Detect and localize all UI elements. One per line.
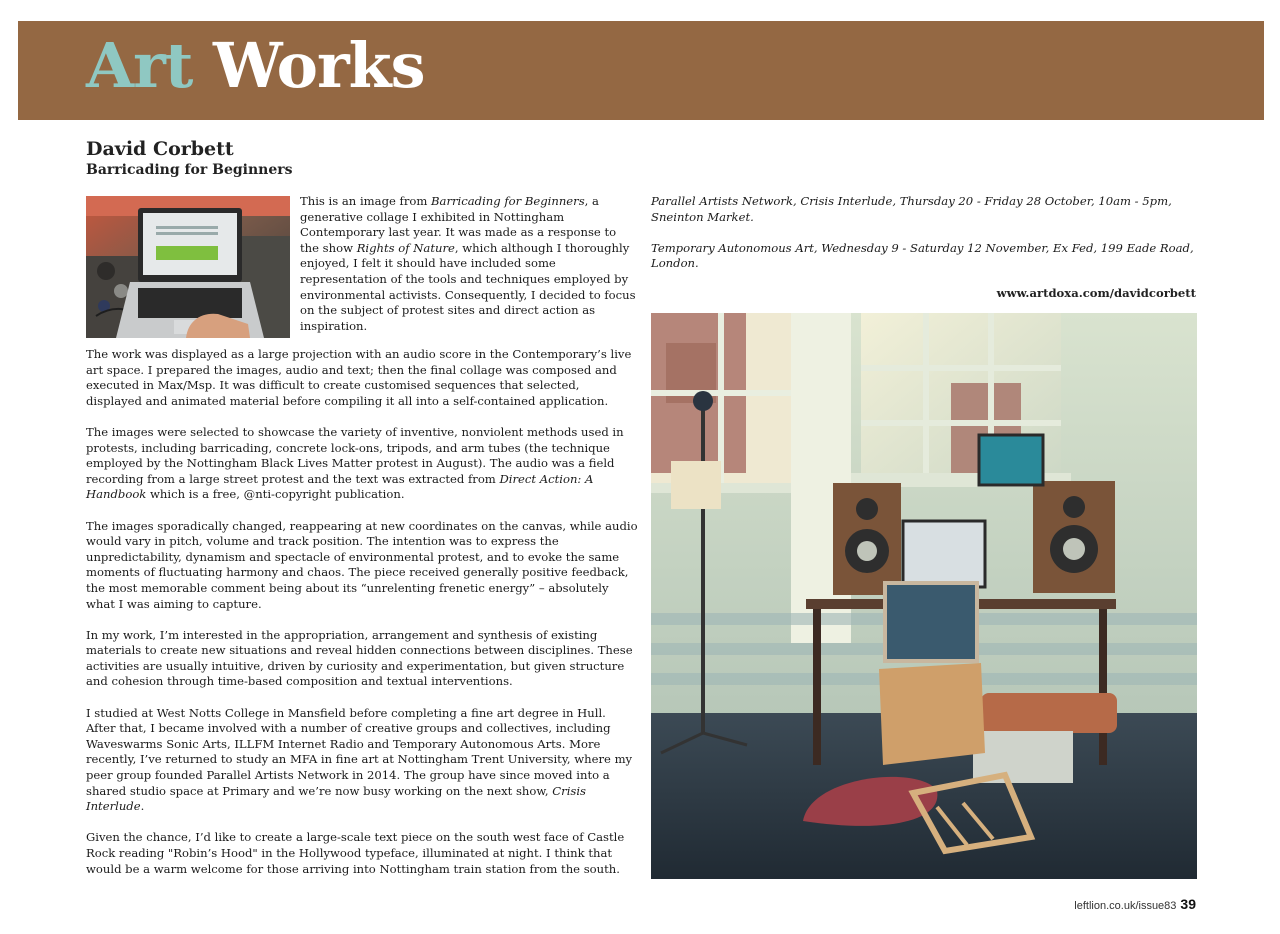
paragraph-4: In my work, I’m interested in the appropriation, arrangement and synthesis of existing materials to create new situations and reveal hidden connections between disciplines. These activities are usually intuitive, driven by curiosity and experimentation, but given structure and cohesion through time-based composition and textual interventions. <box>86 627 633 689</box>
laptop-photo-illustration <box>86 196 290 338</box>
paragraph-2 <box>86 425 638 503</box>
section-title <box>86 26 424 106</box>
paragraph-5-show-title: Crisis Interlude <box>86 783 587 814</box>
studio-photo-illustration <box>651 313 1197 879</box>
paragraph-5-text-1: I studied at West Notts College in Mansfield before completing a fine art degree in Hull. After that, I became involved with a number of creative groups and collectives, including Waveswarms Sonic Arts, ILLFM Internet Radio and Temporary Autonomous Arts. More recently, I’ve returned to study an MFA in fine art at Nottingham Trent University, where my peer group founded Parallel Artists Network in 2014. The group have since moved into a shared studio space at Primary and we’re now busy working on the next show, <box>86 705 633 798</box>
paragraph-5 <box>86 706 638 815</box>
event-listings <box>651 194 1197 288</box>
intro-title-barricading: Barricading for Beginners <box>431 194 585 208</box>
article-subtitle: Barricading for Beginners <box>86 162 293 178</box>
footer-site-url: leftlion.co.uk/issue83 <box>1074 900 1177 912</box>
intro-paragraph <box>300 194 636 334</box>
paragraph-3: The images sporadically changed, reappearing at new coordinates on the canvas, while audio would vary in pitch, volume and track position. The intention was to express the unpredictability, dynamism and spectacle of environmental protest, and to evoke the same moments of fluctuating harmony and chaos. The piece received generally positive feedback, the most memorable comment being about its “unrelenting frenetic energy” – absolutely what I was aiming to capture. <box>86 518 638 611</box>
title-word-art: Art <box>86 29 193 102</box>
paragraph-2-text-2: which is a free, @nti-copyright publication. <box>146 487 405 502</box>
intro-title-rights-of-nature: Rights of Nature <box>356 240 455 255</box>
intro-text-1: This is an image from <box>300 194 432 208</box>
laptop-photo <box>86 196 290 338</box>
paragraph-2-book-title: Direct Action: A Handbook <box>86 471 594 502</box>
author-name: David Corbett <box>86 138 234 160</box>
paragraph-1: The work was displayed as a large projection with an audio score in the Contemporary’s live art space. I prepared the images, audio and text; then the final collage was composed and executed in Max/Msp. It was difficult to create customised sequences that selected, displayed and animated material before compiling it all into a self-contained application. <box>86 347 632 408</box>
artist-website-link[interactable]: www.artdoxa.com/davidcorbett <box>996 286 1196 300</box>
event-listing-2: Temporary Autonomous Art, Wednesday 9 - Saturday 12 November, Ex Fed, 199 Eade Road, London. <box>651 240 1194 271</box>
event-listing-1: Parallel Artists Network, Crisis Interlude, Thursday 20 - Friday 28 October, 10am - 5pm, Sneinton Market. <box>651 194 1172 224</box>
paragraph-6: Given the chance, I’d like to create a large-scale text piece on the south west face of Castle Rock reading "Robin’s Hood" in the Hollywood typeface, illuminated at night. I think that would be a warm welcome for those arriving into Nottingham train station from the south. <box>86 830 625 876</box>
paragraph-2-text-1: The images were selected to showcase the variety of inventive, nonviolent methods used in protests, including barricading, concrete lock-ons, tripods, and arm tubes (the technique employed by the Nottingham Black Lives Matter protest in August). The audio was a field recording from a large street protest and the text was extracted from <box>86 424 624 486</box>
page-footer <box>1074 896 1196 914</box>
studio-installation-photo <box>651 313 1197 879</box>
article-body <box>86 347 638 893</box>
intro-text-3: , which although I thoroughly enjoyed, I felt it should have included some representation of the tools and techniques employed by environmental activists. Consequently, I decided to focus on the subject of protest sites and direct action as inspiration. <box>300 240 636 333</box>
intro-text-2: , a generative collage I exhibited in Nottingham Contemporary last year. It was made as a response to the show <box>300 194 617 255</box>
paragraph-5-text-2: . <box>140 799 145 814</box>
page-number: 39 <box>1180 896 1196 912</box>
title-word-works: Works <box>213 29 425 102</box>
